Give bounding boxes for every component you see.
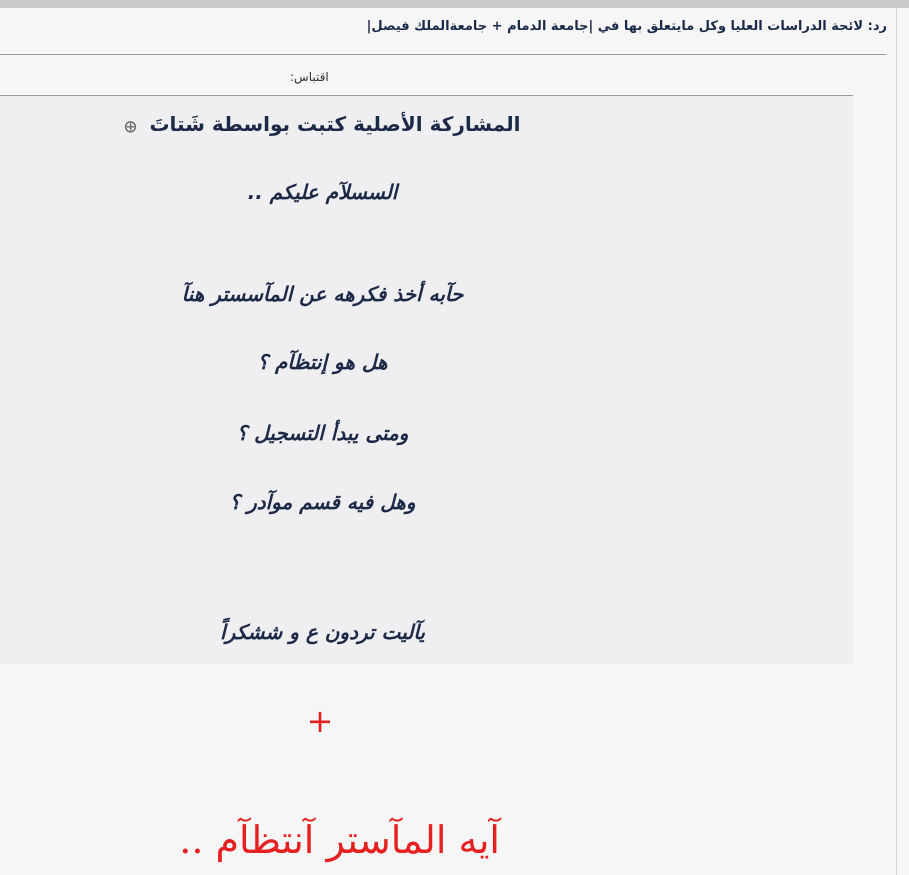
quote-label: اقتباس: <box>290 70 329 84</box>
top-strip <box>0 0 909 8</box>
quote-header <box>0 112 645 136</box>
post-title: رد: لائحة الدراسات العليا وكل مايتعلق بها في |جامعة الدمام + جامعةالملك فيصل| <box>366 19 887 34</box>
reply-text: آيه المآستر آنتظآم .. <box>179 818 500 862</box>
quote-line-question-3: وهل فيه قسم موآدر ؟ <box>229 490 416 514</box>
quote-line-greeting: السسلآم عليكم .. <box>247 180 398 204</box>
title-divider <box>0 54 886 55</box>
view-post-icon[interactable]: ⨁ <box>124 118 137 133</box>
quote-line-question-2: ومتى يبدأ التسجيل ؟ <box>236 421 409 445</box>
quote-author-line: المشاركة الأصلية كتبت بواسطة شَتاتَ <box>149 112 521 136</box>
quote-line-request: حآبه أخذ فكرهه عن المآسستر هنآ <box>181 282 464 306</box>
quote-line-thanks: يآليت تردون ع و ششكراً <box>220 620 425 644</box>
quote-line-question-1: هل هو إنتظآم ؟ <box>257 350 388 374</box>
page-edge-divider <box>896 8 897 875</box>
reply-plus-sign: + <box>306 702 334 740</box>
